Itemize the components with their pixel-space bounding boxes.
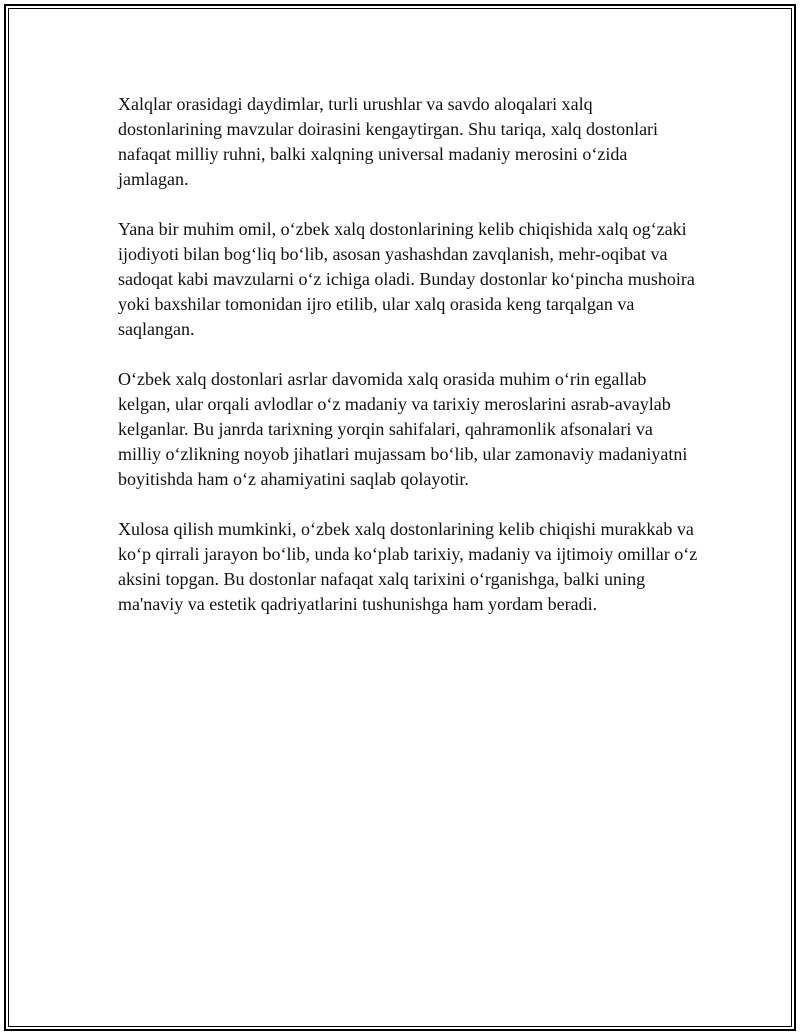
paragraph-4: Xulosa qilish mumkinki, o‘zbek xalq dostonlarining kelib chiqishi murakkab va ko‘p qirrali jarayon bo‘lib, unda ko‘plab tarixiy, madaniy va ijtimoiy omillar o‘z aksini topgan. Bu dostonlar nafaqat xalq tarixini o‘rganishga, balki uning ma'naviy va estetik qadriyatlarini tushunishga ham yordam beradi. (118, 519, 698, 614)
document-body (118, 92, 698, 642)
paragraph-3: O‘zbek xalq dostonlari asrlar davomida xalq orasida muhim o‘rin egallab kelgan, ular orqali avlodlar o‘z madaniy va tarixiy meroslarini asrab-avaylab kelganlar. Bu janrda tarixning yorqin sahifalari, qahramonlik afsonalari va milliy o‘zlikning noyob jihatlari mujassam bo‘lib, ular zamonaviy madaniyatni boyitishda ham o‘z ahamiyatini saqlab qolayotir. (118, 369, 688, 489)
paragraph-1: Xalqlar orasidagi daydimlar, turli urushlar va savdo aloqalari xalq dostonlarining mavzular doirasini kengaytirgan. Shu tariqa, xalq dostonlari nafaqat milliy ruhni, balki xalqning universal madaniy merosini o‘zida jamlagan. (118, 94, 659, 189)
paragraph-2: Yana bir muhim omil, o‘zbek xalq dostonlarining kelib chiqishida xalq og‘zaki ijodiyoti bilan bog‘liq bo‘lib, asosan yashashdan zavqlanish, mehr-oqibat va sadoqat kabi mavzularni o‘z ichiga oladi. Bunday dostonlar ko‘pincha mushoira yoki baxshilar tomonidan ijro etilib, ular xalq orasida keng tarqalgan va saqlangan. (118, 219, 695, 339)
